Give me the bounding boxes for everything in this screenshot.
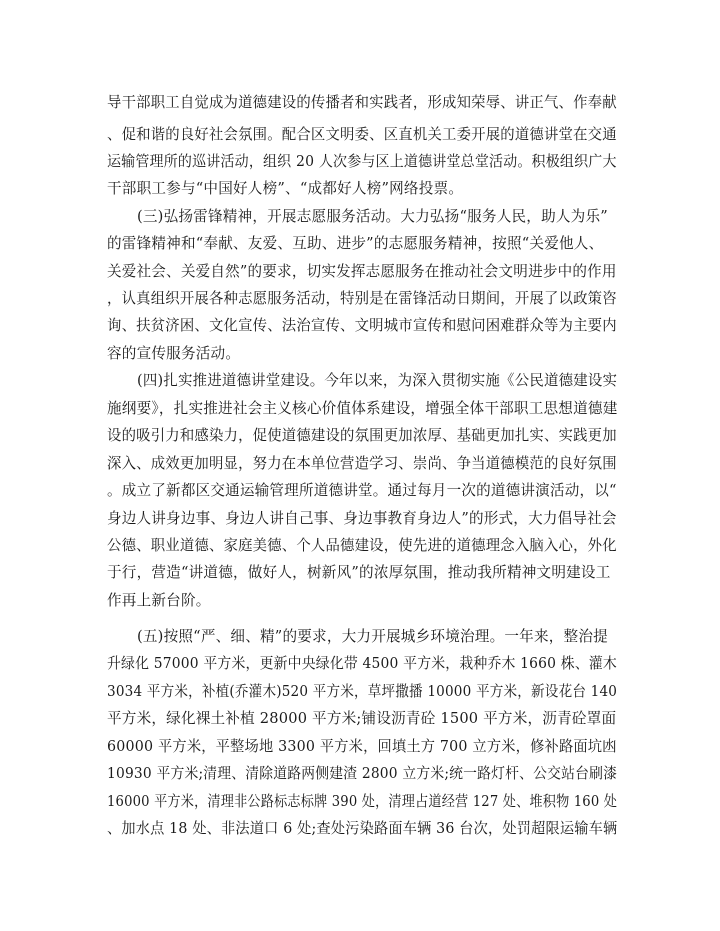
text-line: 3034 平方米，补植(乔灌木)520 平方米，草坪撒播 10000 平方米，新设花台 140 [107,683,618,700]
text-line: 16000 平方米，清理非公路标志标牌 390 处，清理占道经营 127 处、堆积物 160 处 [107,793,618,810]
text-line: 施纲要》，扎实推进社会主义核心价值体系建设，增强全体干部职工思想道德建 [107,400,618,417]
text-line: 关爱社会、关爱自然”的要求，切实发挥志愿服务在推动社会文明进步中的作用 [107,263,617,280]
text-line: 深入、成效更加明显，努力在本单位营造学习、崇尚、争当道德模范的良好氛围 [107,455,617,472]
text-line: ，认真组织开展各种志愿服务活动，特别是在雷锋活动日期间，开展了以政策咨 [107,290,617,307]
text-line: (三)弘扬雷锋精神，开展志愿服务活动。大力弘扬“服务人民，助人为乐” [137,208,608,225]
text-line: 10930 平方米;清理、清除道路两侧建渣 2800 立方米;统一路灯杆、公交站台刷漆 [107,765,618,782]
text-line: 平方米，绿化裸土补植 28000 平方米;铺设沥青砼 1500 平方米，沥青砼罩面 [107,710,617,727]
text-line: 、加水点 18 处、非法道口 6 处;查处污染路面车辆 36 台次，处罚超限运输车辆 [107,820,618,837]
text-line: 容的宣传服务活动。 [107,345,241,362]
text-line: 设的吸引力和感染力，促使道德建设的氛围更加浓厚、基础更加扎实、实践更加 [107,427,617,444]
text-line: 、促和谐的良好社会氛围。配合区文明委、区直机关工委开展的道德讲堂在交通 [107,126,617,143]
text-line: 60000 平方米，平整场地 3300 平方米，回填土方 700 立方米，修补路面坑凼 [107,738,617,755]
text-line: 运输管理所的巡讲活动，组织 20 人次参与区上道德讲堂总堂活动。积极组织广大 [107,153,617,170]
text-line: 升绿化 57000 平方米，更新中央绿化带 4500 平方米，栽种乔木 1660 株、灌木 [107,655,617,672]
text-line: 询、扶贫济困、文化宣传、法治宣传、文明城市宣传和慰问困难群众等为主要内 [107,317,617,334]
text-line: 干部职工参与“中国好人榜”、“成都好人榜”网络投票。 [107,180,464,197]
text-line: (五)按照“严、细、精”的要求，大力开展城乡环境治理。一年来，整治提 [137,628,608,645]
text-line: 的雷锋精神和“奉献、友爱、互助、进步”的志愿服务精神，按照“关爱他人、 [107,235,604,252]
text-line: (四)扎实推进道德讲堂建设。今年以来，为深入贯彻实施《公民道德建设实 [137,372,618,389]
text-line: 导干部职工自觉成为道德建设的传播者和实践者，形成知荣辱、讲正气、作奉献 [107,94,617,111]
text-line: 作再上新台阶。 [107,592,211,609]
text-line: 于行，营造“讲道德，做好人，树新风”的浓厚氛围，推动我所精神文明建设工 [107,564,611,581]
text-line: 。成立了新都区交通运输管理所道德讲堂。通过每月一次的道德讲演活动，以“ [107,482,617,499]
text-line: 身边人讲身边事、身边人讲自己事、身边事教育身边人”的形式，大力倡导社会 [107,510,617,527]
text-line: 公德、职业道德、家庭美德、个人品德建设，使先进的道德理念入脑入心，外化 [107,537,617,554]
